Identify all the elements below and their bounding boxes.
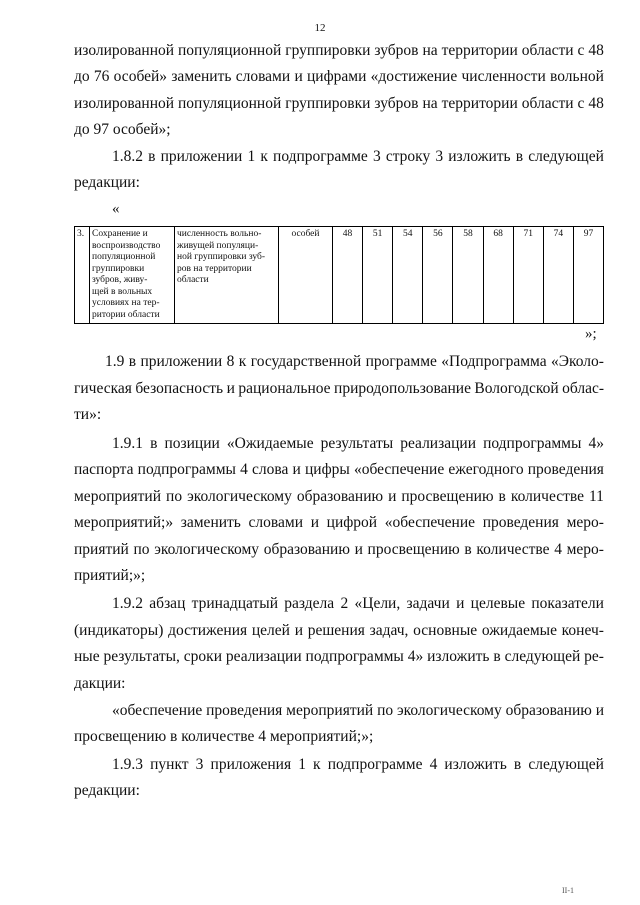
word: «Эколо- <box>551 353 604 370</box>
word: заменить <box>171 68 232 85</box>
word: приложения <box>210 756 292 773</box>
word: территории <box>441 95 518 112</box>
row-name-cell <box>90 227 175 324</box>
word: и <box>310 514 319 531</box>
word: словами <box>235 68 291 85</box>
word: «Цели, <box>354 595 401 612</box>
word: экологическому <box>396 702 502 719</box>
text-line <box>74 621 604 641</box>
cell-line: ров на территории <box>177 263 252 274</box>
word: и <box>294 622 303 639</box>
word: задачи <box>406 595 450 612</box>
cell-line: живущей популяци- <box>177 240 259 251</box>
word: изложить <box>444 756 507 773</box>
text-line: редакции: <box>74 174 140 191</box>
word: изложить <box>427 648 490 665</box>
word: в <box>493 648 501 665</box>
word: в <box>513 756 522 773</box>
word: до <box>74 68 90 85</box>
word: «обеспечение <box>384 514 476 531</box>
word: особей» <box>113 68 168 85</box>
word: следующей <box>504 648 581 665</box>
word: экологическому <box>154 541 260 558</box>
word: и <box>388 488 397 505</box>
text-line: дакции: <box>74 675 126 692</box>
word: образованию <box>296 488 384 505</box>
page-number: 12 <box>314 22 326 34</box>
cell-line: численность вольно- <box>177 229 262 239</box>
word: конеч- <box>561 622 604 639</box>
word: 1 <box>298 756 306 773</box>
word: зубров <box>374 95 419 112</box>
quote-close-mark: »; <box>585 326 597 342</box>
word: облас- <box>562 380 604 397</box>
word: проведения <box>527 461 604 478</box>
text-line <box>74 379 604 399</box>
word: 1.9.2 <box>112 595 143 612</box>
word: и <box>294 68 303 85</box>
word: «обеспечение <box>112 702 203 719</box>
word: популяционной <box>178 42 282 59</box>
word: 1.9.3 <box>112 756 143 773</box>
word: 1.9 <box>105 353 125 370</box>
value-cell: 56 <box>423 227 453 324</box>
word: в <box>128 353 137 370</box>
word: приложении <box>140 353 223 370</box>
word: 8 <box>226 353 235 370</box>
word: природопользование <box>334 380 471 397</box>
word: строку <box>385 148 431 165</box>
word: пункт <box>150 756 189 773</box>
cell-line: щей в вольных <box>92 286 153 297</box>
table-row <box>75 227 604 324</box>
paragraph-1-9-3 <box>112 755 604 775</box>
cell-line: популяционной <box>92 252 156 262</box>
word: популяционной <box>178 95 282 112</box>
word: группировки <box>285 95 371 112</box>
word: 3 <box>372 148 381 165</box>
value-cell: 54 <box>393 227 423 324</box>
word: достижения <box>168 622 248 639</box>
word: (индикаторы) <box>74 622 164 639</box>
text-line <box>74 41 604 61</box>
word: вольной <box>550 68 604 85</box>
value-cell: 51 <box>363 227 393 324</box>
word: «Подпрограмма <box>441 353 547 370</box>
text-line <box>74 487 604 507</box>
word: словами <box>248 514 304 531</box>
value-cell: 71 <box>513 227 543 324</box>
word: количестве <box>476 541 550 558</box>
word: экологическому <box>187 488 292 505</box>
row-unit-cell: особей <box>279 227 333 324</box>
word: 1.8.2 <box>112 148 143 165</box>
word: 4» <box>588 435 604 452</box>
word: программе <box>365 353 437 370</box>
word: изолированной <box>74 95 175 112</box>
word: 1 <box>247 148 256 165</box>
cell-line: воспроизводство <box>92 240 161 251</box>
word: и <box>595 702 604 719</box>
word: 4 <box>429 756 438 773</box>
word: области <box>521 95 574 112</box>
word: ожидаемые <box>481 622 557 639</box>
word: абзац <box>149 595 186 612</box>
word: по <box>166 488 183 505</box>
text-line <box>74 540 604 560</box>
text-line: редакции: <box>74 782 140 799</box>
word: в <box>515 148 524 165</box>
word: в <box>498 488 506 505</box>
cell-line: ритории области <box>92 309 160 320</box>
word: на <box>422 95 438 112</box>
paragraph-1-9-1 <box>112 434 604 454</box>
word: 2 <box>340 595 349 612</box>
word: мероприятий <box>286 702 374 719</box>
word: подпрограммы <box>137 461 236 478</box>
word: тринадцатый <box>191 595 278 612</box>
word: и <box>456 595 465 612</box>
word: 4 <box>240 461 248 478</box>
word: задач, <box>369 622 409 639</box>
word: цифрой <box>326 514 378 531</box>
word: 4 <box>554 541 562 558</box>
word: территории <box>441 42 518 59</box>
word: по <box>133 541 150 558</box>
program-indicator-table <box>74 226 604 324</box>
word: области <box>521 42 574 59</box>
word: реализации <box>225 648 302 665</box>
word: приложении <box>160 148 243 165</box>
word: рациональное <box>238 380 331 397</box>
word: следующей <box>528 756 604 773</box>
quoted-paragraph <box>112 701 604 721</box>
word: заменить <box>180 514 241 531</box>
word: в <box>464 541 472 558</box>
cell-line: ной группировки зуб- <box>177 252 266 262</box>
text-line <box>74 647 604 667</box>
text-line: приятий;»; <box>74 567 146 584</box>
word: по <box>377 702 394 719</box>
word: количестве <box>510 488 584 505</box>
word: зубров <box>374 42 419 59</box>
cell-line: зубров, живу- <box>92 275 148 285</box>
word: образованию <box>263 541 350 558</box>
text-line: ти»: <box>74 406 102 423</box>
word: государственной <box>250 353 362 370</box>
cell-line: Сохранение и <box>92 229 148 239</box>
cell-line: группировки <box>92 263 145 274</box>
word: мероприятий <box>74 488 162 505</box>
word: на <box>422 42 438 59</box>
word: проведения <box>206 702 283 719</box>
word: основные <box>413 622 478 639</box>
value-cell: 58 <box>453 227 483 324</box>
word: в <box>150 435 158 452</box>
text-line <box>74 94 604 114</box>
text-line <box>74 67 604 87</box>
word: цифры <box>305 461 350 478</box>
cell-line: области <box>177 275 209 285</box>
word: 11 <box>589 488 604 505</box>
word: с <box>577 95 585 112</box>
word: сроки <box>183 648 222 665</box>
word: раздела <box>284 595 335 612</box>
word: показатели <box>531 595 604 612</box>
row-indicator-cell <box>175 227 279 324</box>
word: цифрами <box>307 68 367 85</box>
word: к <box>313 756 321 773</box>
cell-line: условиях на тер- <box>92 298 160 308</box>
text-line <box>74 513 604 533</box>
word: ре- <box>584 648 604 665</box>
value-cell: 48 <box>333 227 363 324</box>
word: ные <box>74 648 100 665</box>
word: 1.9.1 <box>112 435 143 452</box>
word: следующей <box>528 148 604 165</box>
value-cell: 68 <box>483 227 513 324</box>
word: Вологодской <box>474 380 559 397</box>
word: просвещению <box>367 541 460 558</box>
paragraph-1-9-2 <box>112 594 604 614</box>
word: 4» <box>407 648 424 665</box>
word: меро- <box>566 541 604 558</box>
word: «обеспечение <box>353 461 445 478</box>
word: «достижение <box>370 68 458 85</box>
word: «Ожидаемые <box>226 435 314 452</box>
value-cell: 74 <box>543 227 573 324</box>
paragraph-1-9 <box>105 352 604 372</box>
word: и <box>292 461 301 478</box>
word: и <box>354 541 363 558</box>
word: мероприятий;» <box>74 514 174 531</box>
text-line: просвещению в количестве 4 мероприятий;»; <box>74 728 374 745</box>
text-line <box>74 460 604 480</box>
word: 48 <box>588 42 604 59</box>
word: слова <box>252 461 289 478</box>
word: решения <box>307 622 365 639</box>
word: образованию <box>505 702 592 719</box>
quote-open-mark: « <box>112 201 120 217</box>
word: приятий <box>74 541 129 558</box>
word: 3 <box>435 148 444 165</box>
word: подпрограммы <box>305 648 404 665</box>
row-number-cell: 3. <box>75 227 90 324</box>
word: проведения <box>482 514 559 531</box>
word: реализации <box>400 435 476 452</box>
word: 3 <box>195 756 204 773</box>
word: целей <box>251 622 290 639</box>
word: целевые <box>470 595 526 612</box>
word: подпрограмме <box>327 756 423 773</box>
word: к <box>238 353 247 370</box>
word: к <box>260 148 268 165</box>
word: безопасность <box>135 380 224 397</box>
word: изложить <box>448 148 511 165</box>
word: позиции <box>164 435 220 452</box>
word: изолированной <box>74 42 175 59</box>
word: и <box>226 380 235 397</box>
word: результаты, <box>103 648 180 665</box>
word: паспорта <box>74 461 134 478</box>
text-line: до 97 особей»; <box>74 121 171 138</box>
word: гическая <box>74 380 132 397</box>
word: с <box>577 42 585 59</box>
word: ежегодного <box>448 461 524 478</box>
word: численности <box>461 68 546 85</box>
word: группировки <box>285 42 371 59</box>
word: 76 <box>93 68 110 85</box>
word: подпрограмме <box>273 148 368 165</box>
word: просвещению <box>401 488 494 505</box>
page-stamp: II-1 <box>562 886 574 895</box>
word: в <box>148 148 156 165</box>
word: 48 <box>588 95 604 112</box>
word: результаты <box>320 435 394 452</box>
value-cell: 97 <box>573 227 603 324</box>
paragraph-1-8-2 <box>112 147 604 167</box>
word: подпрограммы <box>483 435 582 452</box>
word: меро- <box>566 514 604 531</box>
